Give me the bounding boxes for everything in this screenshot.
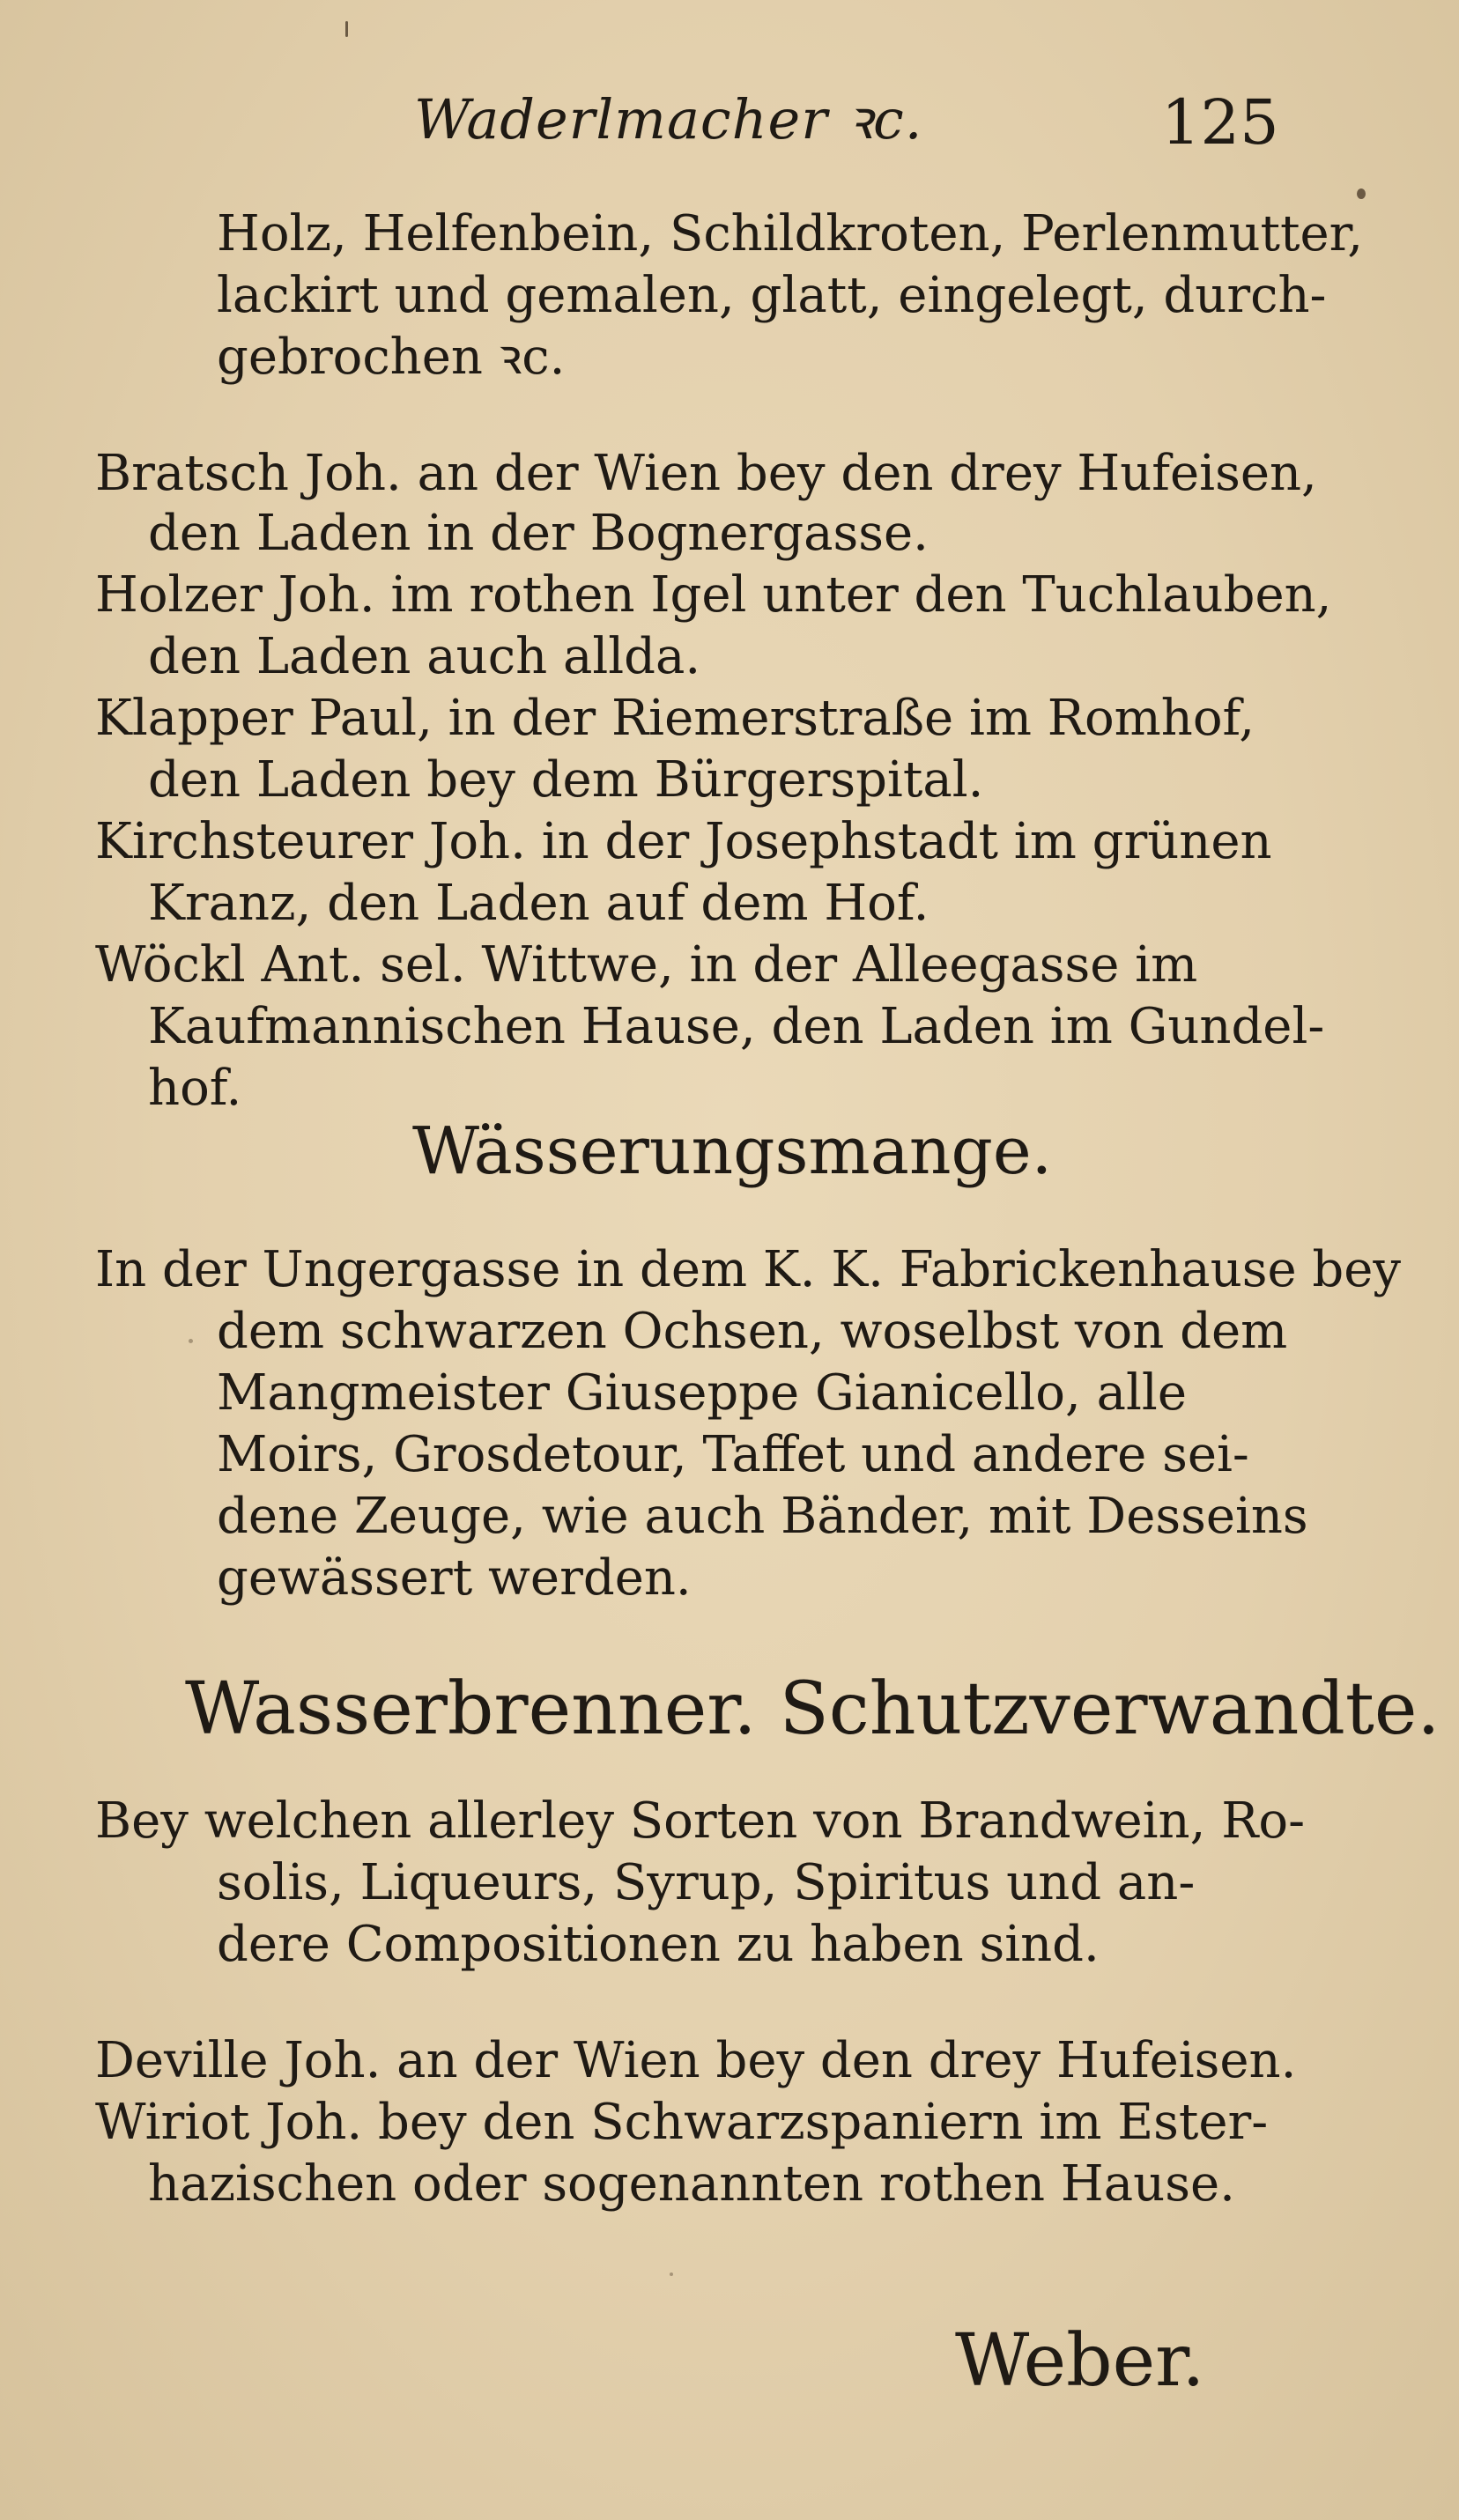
entry-line: hazischen oder sogenannten rothen Hause. (148, 2155, 1235, 2213)
catchword-heading: Weber. (955, 2319, 1205, 2403)
text-line: gewässert werden. (217, 1549, 692, 1607)
text-line: gebrochen ꝛc. (217, 329, 566, 386)
page-number: 125 (1161, 86, 1279, 159)
text-line: Holz, Helfenbein, Schildkroten, Perlenmutter, (217, 205, 1364, 262)
entry-line: Holzer Joh. im rothen Igel unter den Tuchlauben, (95, 566, 1332, 624)
text-line: dere Compositionen zu haben sind. (217, 1916, 1100, 1973)
entry-line: Deville Joh. an der Wien bey den drey Hufeisen. (95, 2032, 1297, 2089)
text-line: Mangmeister Giuseppe Gianicello, alle (217, 1364, 1187, 1422)
text-line: dem schwarzen Ochsen, woselbst von dem (217, 1303, 1288, 1360)
entry-line: Bratsch Joh. an der Wien bey den drey Hufeisen, (95, 445, 1317, 502)
text-line: dene Zeuge, wie auch Bänder, mit Desseins (217, 1488, 1308, 1545)
text-line: Moirs, Grosdetour, Taffet und andere sei- (217, 1426, 1249, 1483)
entry-line: den Laden auch allda. (148, 628, 701, 685)
section-heading: Wasserbrenner. Schutzverwandte. (185, 1667, 1440, 1751)
entry-line: den Laden bey dem Bürgerspital. (148, 751, 984, 809)
running-head: Waderlmacher ꝛc. (414, 87, 923, 151)
entry-line: den Laden in der Bognergasse. (148, 505, 929, 562)
paper-speck (345, 21, 348, 37)
paper-speck (670, 2272, 673, 2276)
text-line: solis, Liqueurs, Syrup, Spiritus und an- (217, 1854, 1196, 1911)
entry-line: Kranz, den Laden auf dem Hof. (148, 875, 929, 932)
text-line: In der Ungergasse in dem K. K. Fabrickenhause bey (95, 1241, 1402, 1298)
entry-line: Wiriot Joh. bey den Schwarzspaniern im Ester- (95, 2094, 1269, 2151)
entry-line: Kaufmannischen Hause, den Laden im Gundel- (148, 998, 1325, 1055)
paper-speck (189, 1339, 193, 1343)
text-line: lackirt und gemalen, glatt, eingelegt, durch- (217, 267, 1327, 324)
entry-line: Kirchsteurer Joh. in der Josephstadt im grünen (95, 813, 1272, 870)
paper-speck (1357, 188, 1366, 199)
section-heading: Wässerungsmange. (412, 1113, 1053, 1189)
entry-line: Wöckl Ant. sel. Wittwe, in der Alleegasse im (95, 936, 1198, 994)
entry-line: Klapper Paul, in der Riemerstraße im Romhof, (95, 690, 1255, 747)
entry-line: hof. (148, 1060, 242, 1117)
text-line: Bey welchen allerley Sorten von Brandwein, Ro- (95, 1792, 1306, 1850)
